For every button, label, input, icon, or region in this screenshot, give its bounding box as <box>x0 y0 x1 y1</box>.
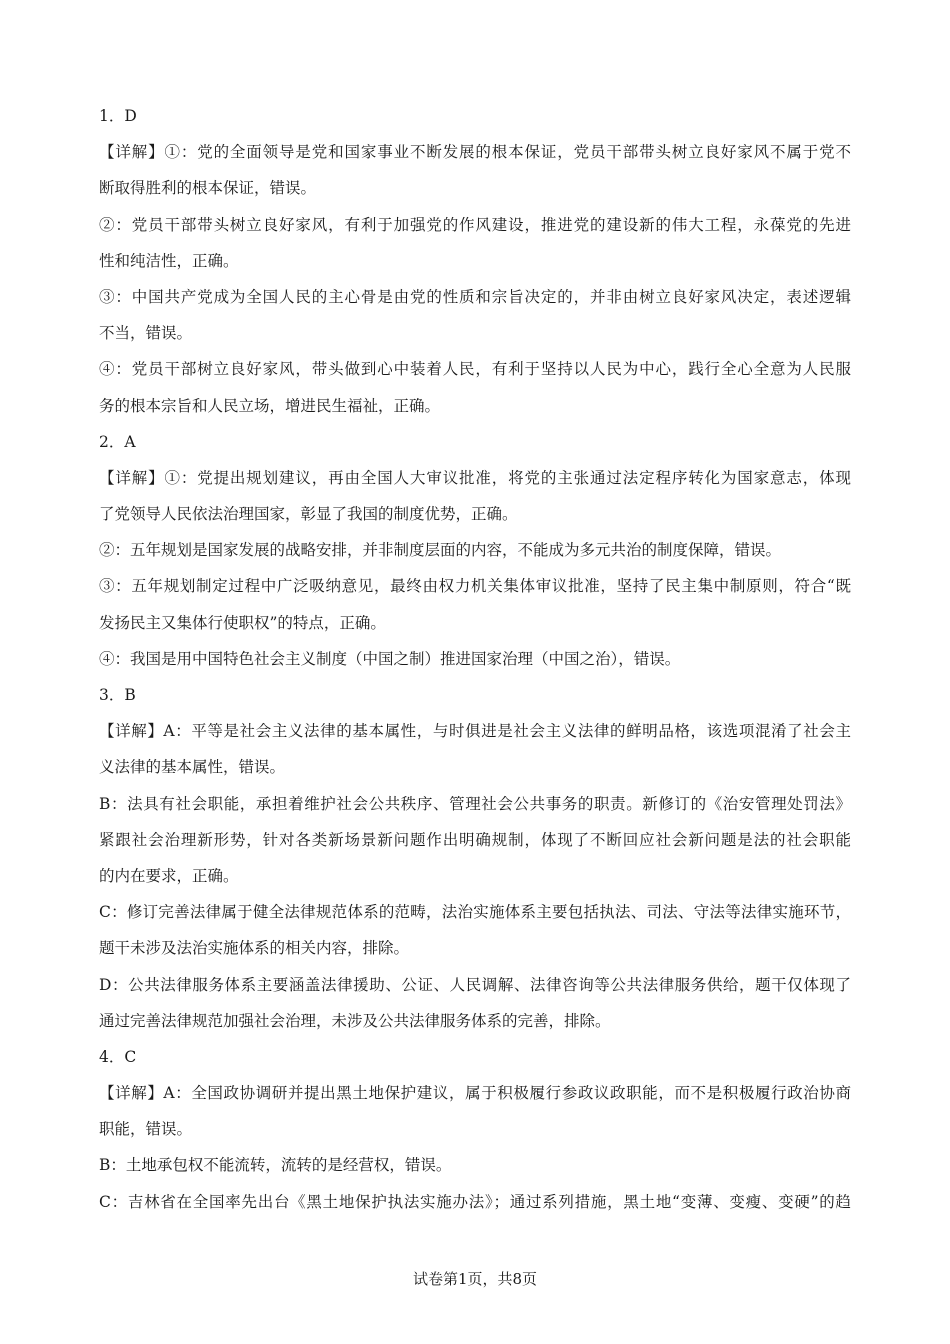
text-line: 务的根本宗旨和人民立场，增进民生福祉，正确。 <box>99 396 441 415</box>
text-line: 【详解】A：全国政协调研并提出黑土地保护建议，属于积极履行参政议政职能，而不是积极履行政治协商 <box>99 1084 851 1103</box>
text-line: 断取得胜利的根本保证，错误。 <box>99 179 317 198</box>
text-line: 了党领导人民依法治理国家，彰显了我国的制度优势，正确。 <box>99 505 518 524</box>
text-line: 题干未涉及法治实施体系的相关内容，排除。 <box>99 939 410 958</box>
page-footer: 试卷第1页，共8页 <box>412 1270 538 1288</box>
text-line: 不当，错误。 <box>99 324 193 343</box>
text-line: 【详解】①：党的全面领导是党和国家事业不断发展的根本保证，党员干部带头树立良好家风不属于党不 <box>99 143 851 162</box>
text-line: 性和纯洁性，正确。 <box>99 251 239 270</box>
text-line: ③：五年规划制定过程中广泛吸纳意见，最终由权力机关集体审议批准，坚持了民主集中制原则，符合“既 <box>99 577 851 596</box>
text-line: B：土地承包权不能流转，流转的是经营权，错误。 <box>99 1156 452 1175</box>
text-line: 职能，错误。 <box>99 1120 193 1139</box>
text-line: 【详解】A：平等是社会主义法律的基本属性，与时俱进是社会主义法律的鲜明品格，该选项混淆了社会主 <box>99 722 851 741</box>
text-line: 2．A <box>99 432 136 451</box>
text-line: 4．C <box>99 1047 137 1066</box>
text-line: 义法律的基本属性，错误。 <box>99 758 286 777</box>
text-line: 发扬民主又集体行使职权”的特点，正确。 <box>99 613 386 632</box>
text-line: ④：我国是用中国特色社会主义制度（中国之制）推进国家治理（中国之治），错误。 <box>99 649 681 668</box>
text-line: C：吉林省在全国率先出台《黑土地保护执法实施办法》；通过系列措施，黑土地“变薄、变瘦、变硬”的趋 <box>99 1192 851 1211</box>
text-line: 3．B <box>99 686 136 704</box>
text-line: ③：中国共产党成为全国人民的主心骨是由党的性质和宗旨决定的，并非由树立良好家风决定，表述逻辑 <box>99 287 851 306</box>
text-line: 1．D <box>99 107 137 125</box>
answer-explanations <box>99 98 851 1220</box>
text-line: ②：五年规划是国家发展的战略安排，并非制度层面的内容，不能成为多元共治的制度保障，错误。 <box>99 541 782 560</box>
text-line: D：公共法律服务体系主要涵盖法律援助、公证、人民调解、法律咨询等公共法律服务供给，题干仅体现了 <box>99 975 851 994</box>
text-line: 的内在要求，正确。 <box>99 866 239 885</box>
text-line: 【详解】①：党提出规划建议，再由全国人大审议批准，将党的主张通过法定程序转化为国家意志，体现 <box>99 468 851 487</box>
text-line: C：修订完善法律属于健全法律规范体系的范畴，法治实施体系主要包括执法、司法、守法等法律实施环节， <box>99 903 851 922</box>
text-line: ②：党员干部带头树立良好家风，有利于加强党的作风建设，推进党的建设新的伟大工程，永葆党的先进 <box>99 215 851 234</box>
text-line: ④：党员干部树立良好家风，带头做到心中装着人民，有利于坚持以人民为中心，践行全心全意为人民服 <box>99 360 851 379</box>
text-line: B：法具有社会职能，承担着维护社会公共秩序、管理社会公共事务的职责。新修订的《治安管理处罚法》 <box>99 794 851 813</box>
text-line: 紧跟社会治理新形势，针对各类新场景新问题作出明确规制，体现了不断回应社会新问题是法的社会职能 <box>99 830 851 849</box>
text-line: 通过完善法律规范加强社会治理，未涉及公共法律服务体系的完善，排除。 <box>99 1011 611 1030</box>
